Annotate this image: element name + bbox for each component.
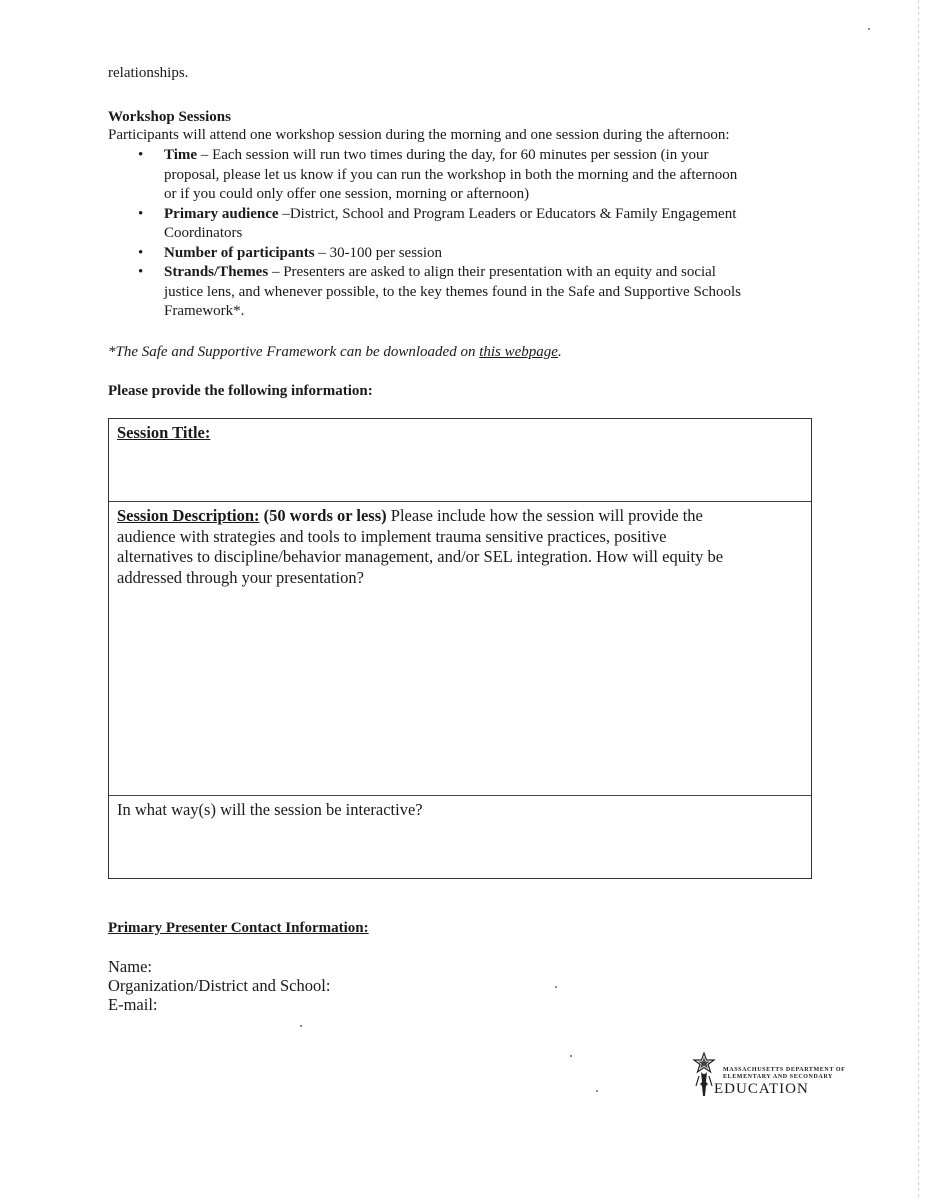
bullet-text: Framework*. <box>164 303 245 319</box>
bullet-primary-audience <box>108 205 808 244</box>
bullet-number-of-participants <box>108 244 808 264</box>
bullet-separator: – <box>268 264 284 280</box>
session-description-cell[interactable] <box>109 502 811 592</box>
bullet-dot: • <box>138 205 144 222</box>
bullet-text: proposal, please let us know if you can run the workshop in both the morning and the afternoon <box>164 166 738 183</box>
bullet-text: justice lens, and whenever possible, to the key themes found in the Safe and Supportive Schools <box>164 283 741 300</box>
workshop-heading: Workshop Sessions <box>108 109 231 125</box>
scan-speck <box>570 1055 572 1057</box>
bullet-time <box>108 146 808 205</box>
bullet-label: Time <box>164 147 198 163</box>
session-description-label: Session Description: <box>117 506 260 525</box>
interactive-cell[interactable] <box>109 796 811 825</box>
scan-speck <box>555 986 557 988</box>
bullet-separator: – <box>197 147 213 163</box>
bullet-separator: – <box>314 244 330 261</box>
contact-organization-field: Organization/District and School: <box>108 976 331 995</box>
bullet-text: 30-100 per session <box>329 244 443 261</box>
contact-name-field: Name: <box>108 957 152 976</box>
session-form-table <box>108 418 812 879</box>
bullet-label: Number of participants <box>164 244 315 261</box>
interactive-label: In what way(s) will the session be interactive? <box>117 800 423 819</box>
scan-speck <box>300 1025 302 1027</box>
bullet-label: Primary audience <box>164 205 279 222</box>
scan-speck <box>868 28 870 30</box>
bullet-text: Presenters are asked to align their presentation with an equity and social <box>283 264 716 280</box>
session-title-label: Session Title: <box>117 423 211 442</box>
bullet-dot: • <box>138 264 144 280</box>
logo-line-1: MASSACHUSETTS DEPARTMENT OF <box>723 1067 846 1073</box>
bullet-text: Each session will run two times during the day, for 60 minutes per session (in your <box>212 147 709 163</box>
footnote-end: . <box>557 344 562 360</box>
bullet-dot: • <box>138 147 144 163</box>
framework-webpage-link[interactable]: this webpage <box>479 344 558 360</box>
workshop-bullet-list <box>108 146 808 322</box>
scan-speck <box>596 1090 598 1092</box>
description-instructions: Please include how the session will provide the <box>386 506 703 525</box>
bullet-label: Strands/Themes <box>164 264 269 280</box>
session-title-cell[interactable] <box>109 419 811 448</box>
description-instructions: audience with strategies and tools to implement trauma sensitive practices, positive <box>117 526 667 546</box>
contact-heading: Primary Presenter Contact Information: <box>108 920 369 936</box>
footnote-text: *The Safe and Supportive Framework can be downloaded on <box>108 344 480 360</box>
bullet-separator: – <box>278 205 290 222</box>
intro-fragment: relationships. <box>108 65 189 81</box>
scan-edge <box>918 0 919 1200</box>
description-instructions: alternatives to discipline/behavior management, and/or SEL integration. How will equity be <box>117 547 724 566</box>
bullet-text: or if you could only offer one session, morning or afternoon) <box>164 186 530 202</box>
footnote <box>108 343 562 362</box>
contact-email-field: E-mail: <box>108 995 158 1014</box>
bullet-dot: • <box>138 244 144 261</box>
bullet-text: Coordinators <box>164 225 243 241</box>
description-instructions: addressed through your presentation? <box>117 567 364 587</box>
workshop-intro: Participants will attend one workshop session during the morning and one session during the afternoon: <box>108 127 730 143</box>
bullet-text: District, School and Program Leaders or Educators & Family Engagement <box>289 205 737 222</box>
bullet-strands-themes <box>108 263 808 322</box>
word-limit: (50 words or less) <box>263 506 387 525</box>
logo-education: EDUCATION <box>714 1081 809 1097</box>
form-prompt: Please provide the following information: <box>108 383 373 399</box>
logo-line-2: ELEMENTARY AND SECONDARY <box>723 1074 833 1080</box>
